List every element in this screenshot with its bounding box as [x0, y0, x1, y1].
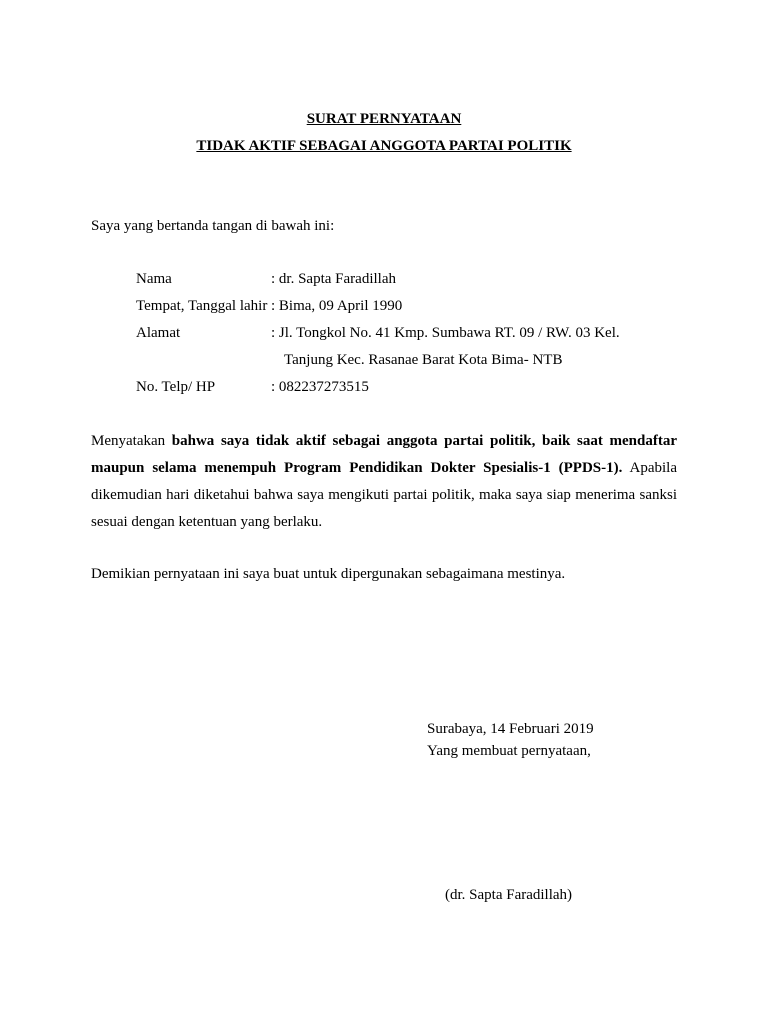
document-subtitle: TIDAK AKTIF SEBAGAI ANGGOTA PARTAI POLITIK [196, 138, 572, 154]
field-address-value-line1: : Jl. Tongkol No. 41 Kmp. Sumbawa RT. 09 / RW. 03 Kel. [271, 325, 620, 341]
field-name-value: : dr. Sapta Faradillah [271, 271, 396, 287]
field-birth-value: : Bima, 09 April 1990 [271, 298, 403, 314]
document-title: SURAT PERNYATAAN [306, 111, 462, 127]
statement-paragraph [91, 428, 677, 536]
signature-name: (dr. Sapta Faradillah) [445, 887, 573, 903]
statement-part1: Menyatakan [91, 433, 172, 449]
field-phone-label: No. Telp/ HP [136, 379, 216, 395]
field-address-label: Alamat [136, 325, 181, 341]
field-phone-value: : 082237273515 [271, 379, 369, 395]
signature-place-date: Surabaya, 14 Februari 2019 [427, 721, 594, 737]
field-address-value-line2: Tanjung Kec. Rasanae Barat Kota Bima- NTB [284, 352, 563, 368]
intro-text: Saya yang bertanda tangan di bawah ini: [91, 218, 335, 234]
field-name-label: Nama [136, 271, 172, 287]
closing-text: Demikian pernyataan ini saya buat untuk dipergunakan sebagaimana mestinya. [91, 566, 566, 582]
statement-bold: bahwa saya tidak aktif sebagai anggota partai politik, baik saat mendaftar maupun selama menempuh Program Pendidikan Dokter Spesialis-1 (PPDS-1). [91, 433, 677, 476]
statement-part3: Apabila dikemudian hari diketahui bahwa saya mengikuti partai politik, maka saya siap menerima sanksi sesuai dengan ketentuan yang berlaku. [91, 460, 677, 530]
signature-role: Yang membuat pernyataan, [427, 743, 591, 759]
field-birth-label: Tempat, Tanggal lahir [136, 298, 268, 314]
